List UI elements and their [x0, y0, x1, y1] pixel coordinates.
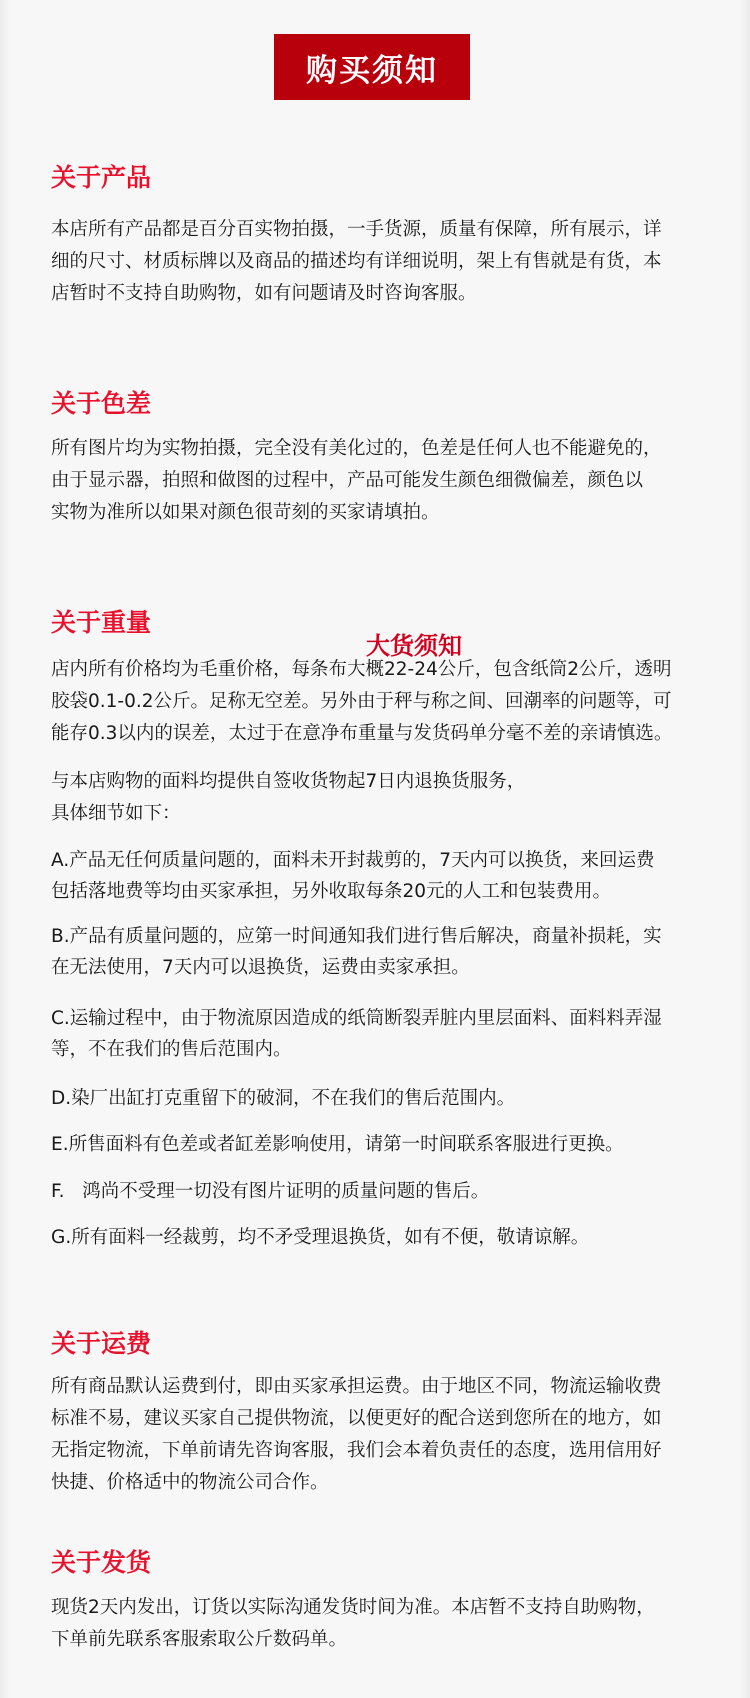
- text-line: 在无法使用，7天内可以退换货，运费由卖家承担。: [51, 957, 470, 978]
- list-item-c: [51, 1003, 662, 1065]
- list-item-a: [51, 845, 654, 907]
- text-line: 店暂时不支持自助购物，如有问题请及时咨询客服。: [51, 283, 477, 304]
- text-line: 与本店购物的面料均提供自签收货物起7日内退换货服务，: [51, 771, 526, 792]
- section-body-delivery: [51, 1592, 743, 1656]
- text-line: 细的尺寸、材质标牌以及商品的描述均有详细说明，架上有售就是有货，本: [51, 251, 662, 272]
- text-line: 由于显示器，拍照和做图的过程中，产品可能发生颜色细微偏差，颜色以: [51, 470, 644, 491]
- section-body-shipping-fee: [51, 1371, 743, 1499]
- list-item-f: [51, 1176, 489, 1207]
- text-line: D.染厂出缸打克重留下的破洞，不在我们的售后范围内。: [51, 1088, 516, 1109]
- section-heading-shipping-fee: 关于运费: [51, 1329, 152, 1358]
- text-line: 下单前先联系客服索取公斤数码单。: [51, 1629, 348, 1650]
- text-line: F. 鸿尚不受理一切没有图片证明的质量问题的售后。: [51, 1181, 490, 1202]
- page-title-banner: 购买须知: [274, 34, 470, 100]
- list-item-d: [51, 1083, 515, 1114]
- text-line: 所有图片均为实物拍摄，完全没有美化过的，色差是任何人也不能避免的，: [51, 438, 662, 459]
- text-line: 店内所有价格均为毛重价格，每条布大概22-24公斤，包含纸筒2公斤，透明: [51, 659, 672, 680]
- list-item-b: [51, 921, 662, 983]
- section-body-product: [51, 214, 743, 310]
- text-line: 具体细节如下：: [51, 803, 181, 824]
- text-line: 等，不在我们的售后范围内。: [51, 1039, 292, 1060]
- text-line: 现货2天内发出，订货以实际沟通发货时间为准。本店暂不支持自助购物，: [51, 1597, 655, 1618]
- text-line: G.所有面料一经裁剪，均不矛受理退换货，如有不便，敬请谅解。: [51, 1227, 590, 1248]
- text-line: 本店所有产品都是百分百实物拍摄，一手货源，质量有保障，所有展示，详: [51, 219, 662, 240]
- text-line: 包括落地费等均由买家承担，另外收取每条20元的人工和包装费用。: [51, 881, 612, 902]
- text-line: 所有商品默认运费到付，即由买家承担运费。由于地区不同，物流运输收费: [51, 1376, 662, 1397]
- bulk-notice-overlay: 大货须知: [366, 632, 462, 660]
- text-line: 胶袋0.1-0.2公斤。足称无空差。另外由于秤与称之间、回潮率的问题等，可: [51, 691, 672, 712]
- text-line: 实物为准所以如果对颜色很苛刻的买家请填拍。: [51, 502, 440, 523]
- section-body-color: [51, 433, 743, 529]
- list-item-e: [51, 1129, 624, 1160]
- text-line: 无指定物流，下单前请先咨询客服，我们会本着负责任的态度，选用信用好: [51, 1440, 662, 1461]
- text-line: 能存0.3以内的误差，太过于在意净布重量与发货码单分毫不差的亲请慎选。: [51, 723, 673, 744]
- text-line: 标准不易，建议买家自己提供物流，以便更好的配合送到您所在的地方，如: [51, 1408, 662, 1429]
- text-line: C.运输过程中，由于物流原因造成的纸筒断裂弄脏内里层面料、面料料弄湿: [51, 1008, 662, 1029]
- text-line: 快捷、价格适中的物流公司合作。: [51, 1472, 329, 1493]
- list-item-g: [51, 1222, 589, 1253]
- text-line: B.产品有质量问题的，应第一时间通知我们进行售后解决，商量补损耗，实: [51, 926, 662, 947]
- section-body-weight: [51, 654, 743, 750]
- text-line: A.产品无任何质量问题的，面料未开封裁剪的，7天内可以换货，来回运费: [51, 850, 655, 871]
- section-heading-weight: 关于重量: [51, 608, 152, 637]
- text-line: E.所售面料有色差或者缸差影响使用，请第一时间联系客服进行更换。: [51, 1134, 624, 1155]
- section-heading-product: 关于产品: [51, 163, 152, 192]
- section-heading-delivery: 关于发货: [51, 1548, 152, 1577]
- section-heading-color: 关于色差: [51, 389, 152, 418]
- return-service-intro: [51, 766, 743, 830]
